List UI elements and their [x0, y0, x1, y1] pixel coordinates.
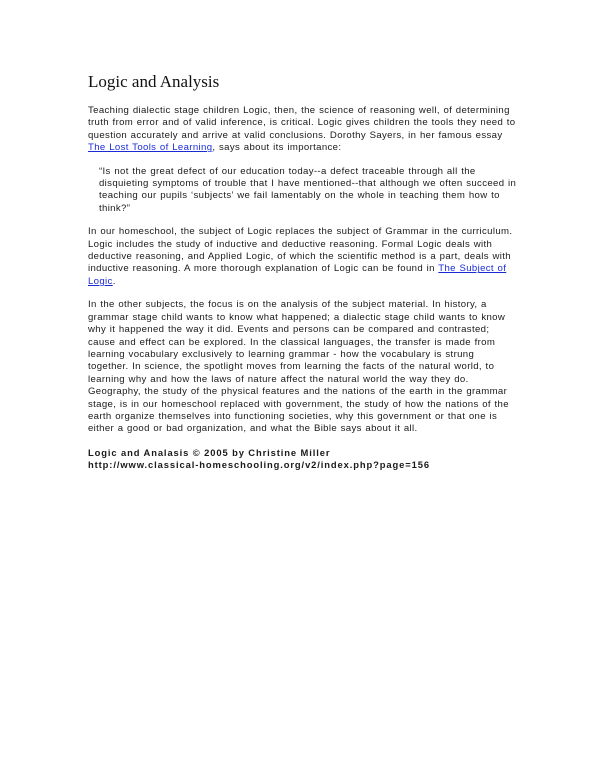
intro-text: Teaching dialectic stage children Logic, then, the science of reasoning well, of determining truth from error and of valid inference, is critical. Logic gives children the tools they need to question accurately and arrive at valid conclusions. Dorothy Sayers, in her famous essay	[88, 105, 516, 141]
page-title: Logic and Analysis	[88, 72, 220, 91]
subjects-paragraph: In the other subjects, the focus is on the analysis of the subject material. In history, a grammar stage child wants to know what happened; a dialectic stage child wants to know why it happened the way it did. Events and persons can be compared and contrasted; cause and effect can be explored. In the classical languages, the transfer is made from learning vocabulary exclusively to learning grammar - how the vocabulary is strung together. In science, the spotlight moves from learning the facts of the natural world, to learning why and how the laws of nature affect the natural world the way they do. Geography, the study of the physical features and the nations of the earth in the grammar stage, is in our homeschool replaced with government, the study of how the nations of the earth organize themselves into functioning societies, why this government or that one is either a good or bad organization, and what the Bible says about it all.	[88, 299, 509, 435]
sayers-quote: “Is not the great defect of our education today--a defect traceable through all the disquieting symptoms of trouble that I have mentioned--that although we often succeed in teaching our pupils ‘subjects’ we fail lamentably on the whole in teaching them how to think?”	[99, 165, 517, 214]
logic-text-after: .	[112, 275, 116, 287]
intro-paragraph	[88, 105, 518, 155]
intro-text-after: , says about its importance:	[212, 142, 342, 154]
logic-text: In our homeschool, the subject of Logic replaces the subject of Grammar in the curriculum. Logic includes the study of inductive and deductive reasoning. Formal Logic deals with deductive reasoning, and Applied Logic, of which the scientific method is a part, deals with inductive reasoning. A more thorough explanation of Logic can be found in	[88, 226, 513, 275]
source-url: http://www.classical-homeschooling.org/v2/index.php?page=156	[88, 459, 430, 471]
logic-paragraph	[88, 226, 518, 288]
footer	[88, 447, 518, 472]
lost-tools-of-learning-link[interactable]: The Lost Tools of Learning	[88, 142, 213, 154]
subject-of-logic-link[interactable]: The Subject of Logic	[88, 263, 507, 287]
copyright-line: Logic and Analasis © 2005 by Christine Miller	[88, 446, 331, 458]
document-page	[88, 72, 518, 472]
